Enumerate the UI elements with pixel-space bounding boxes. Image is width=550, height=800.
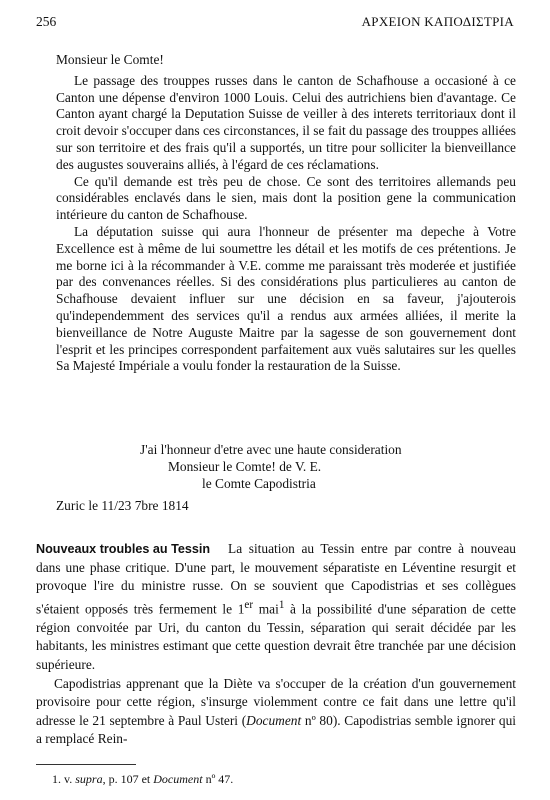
text-run: Capodistrias apprenant que la Diète va s'occuper de la création d'un gouvernement provisoire pour cette région, s'insurge violemment contre ce fait dans une lettre qu'il adresse le 21 septembre à Paul Usteri ( (36, 675, 516, 728)
text-run: nº 80). Capodistrias semble ignorer qui a remplacé Rein- (36, 712, 516, 747)
section-paragraph (36, 675, 516, 749)
letter-paragraph: La députation suisse qui aura l'honneur de présenter ma depeche à Votre Excellence est à même de lui soumettre les détail et les motifs de ces prétentions. Je me borne ici à la récommander à V.E. comme me paraissant très moderée et justifiée par des convenances réelles. Si des considérations plus particulieres au canton de Schafhouse devaient influer sur une décision en sa faveur, j'ajouterois qu'independemment des services qu'il a rendus aux armées alliées, il merite la bienveillance de Notre Auguste Maitre par la sagesse de son gouvernement dont l'esprit et les principes correspondent parfaitement aux vuës salutaires sur les quelles Sa Majesté Impériale a voulu fonder la restauration de la Suisse. (56, 223, 516, 374)
page-header (36, 14, 514, 32)
superscript-er: er (244, 598, 254, 611)
signature-line: le Comte Capodistria (202, 475, 316, 491)
text-run: La situation au Tessin entre par contre à nouveau dans une phase critique. D'une part, le mouvement séparatiste en Léventine resurgit et provoque l'ire du ministre russe. On se souvient que Capodistrias et ses collègues s'étaient opposés très fermement le 1 (36, 541, 516, 617)
text-run: , p. 107 et (102, 772, 154, 786)
italic-document: Document (153, 772, 203, 786)
page-number: 256 (36, 14, 57, 29)
section-paragraph (36, 540, 516, 675)
section-heading: Nouveaux troubles au Tessin (36, 542, 211, 556)
letter-date: Zuric le 11/23 7bre 1814 (56, 498, 189, 513)
letter-paragraph: Ce qu'il demande est très peu de chose. Ce sont des territoires allemands peu considérables enclavés dans le sien, mais dont la position gene la communication intérieure du canton de Schafhouse. (56, 173, 516, 223)
footnote-ref: 1 (278, 598, 285, 611)
text-run: nº 47. (202, 772, 234, 786)
running-title: ΑΡΧΕΙΟΝ ΚΑΠΟΔΙΣΤΡΙΑ (361, 14, 514, 29)
italic-document: Document (246, 712, 302, 728)
letter-paragraph: Le passage des trouppes russes dans le canton de Schafhouse a occasioné à ce Canton une dépense d'environ 1000 Louis. Celui des autrichiens bien d'avantage. Ce Canton ayant chargé la Deputation Suisse de veiller à des interets territoriaux dont il croit devoir s'occuper dans ces circonstances, il se fait du passage des trouppes alliées sur son territoire et des frais qu'il a supportés, un titre pour solliciter la bienveillance des augustes souverains alliés, à l'égard de ces réclamations. (56, 72, 516, 172)
letter-salutation: Monsieur le Comte! (56, 52, 164, 67)
footnote (52, 772, 233, 787)
closing-line: Monsieur le Comte! de V. E. (168, 458, 322, 474)
italic-supra: supra (75, 772, 103, 786)
text-run: à la possibilité d'une séparation de cette région convoitée par Uri, du canton du Tessin, séparation qui serait décidée par les habitants, les ministres estimant que cette question devrait être tranchée par une décision supérieure. (36, 601, 516, 673)
letter-closing (140, 442, 402, 492)
text-run: 1. v. (52, 772, 76, 786)
footnote-divider (36, 764, 136, 765)
letter-body (56, 52, 516, 375)
closing-line: J'ai l'honneur d'etre avec une haute consideration (140, 442, 402, 457)
text-run: mai (253, 601, 279, 617)
commentary-section (36, 540, 516, 749)
